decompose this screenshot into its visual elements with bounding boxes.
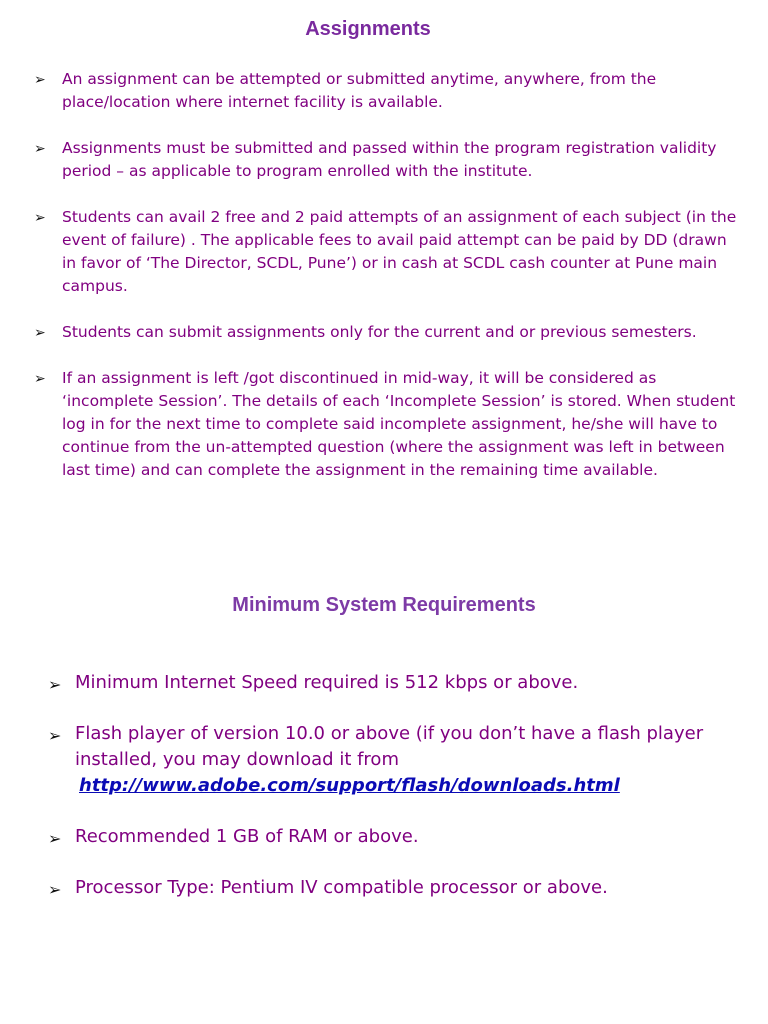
list-item-text: An assignment can be attempted or submitted anytime, anywhere, from the place/location where internet facility is available. bbox=[62, 70, 657, 111]
requirement-flash bbox=[48, 721, 763, 799]
arrow-bullet-icon: ➢ bbox=[34, 325, 46, 341]
requirement-ram-text: Recommended 1 GB of RAM or above. bbox=[75, 826, 419, 847]
arrow-bullet-icon: ➢ bbox=[34, 72, 46, 88]
list-item-text: Assignments must be submitted and passed within the program registration validity period – as applicable to program enrolled with the institute. bbox=[62, 139, 717, 180]
requirement-processor bbox=[48, 875, 763, 901]
list-item-text: Students can submit assignments only for the current and or previous semesters. bbox=[62, 323, 697, 341]
list-item bbox=[34, 137, 744, 183]
arrow-bullet-icon: ➢ bbox=[48, 726, 62, 745]
flash-download-link[interactable]: http://www.adobe.com/support/flash/downloads.html bbox=[79, 775, 620, 796]
arrow-bullet-icon: ➢ bbox=[48, 675, 62, 694]
arrow-bullet-icon: ➢ bbox=[34, 141, 46, 157]
requirement-flash-text: Flash player of version 10.0 or above (if you don’t have a flash player installed, you may download it from bbox=[75, 723, 704, 770]
requirement-speed bbox=[48, 670, 763, 696]
arrow-bullet-icon: ➢ bbox=[34, 371, 46, 387]
list-item-text: Students can avail 2 free and 2 paid attempts of an assignment of each subject (in the event of failure) . The applicable fees to avail paid attempt can be paid by DD (drawn in favor of ‘The Director, SCDL, Pune’) or in cash at SCDL cash counter at Pune main campus. bbox=[62, 208, 737, 295]
list-item bbox=[34, 367, 744, 482]
requirement-processor-text: Processor Type: Pentium IV compatible processor or above. bbox=[75, 877, 608, 898]
list-item-text: If an assignment is left /got discontinued in mid-way, it will be considered as ‘incomplete Session’. The details of each ‘Incomplete Session’ is stored. When student log in for the next time to complete said incomplete assignment, he/she will have to continue from the un-attempted question (where the assignment was left in between last time) and can complete the assignment in the remaining time available. bbox=[62, 369, 736, 479]
requirements-list bbox=[48, 670, 763, 926]
arrow-bullet-icon: ➢ bbox=[34, 210, 46, 226]
arrow-bullet-icon: ➢ bbox=[48, 880, 62, 899]
assignments-list bbox=[34, 68, 744, 505]
arrow-bullet-icon: ➢ bbox=[48, 829, 62, 848]
list-item bbox=[34, 321, 744, 344]
list-item bbox=[34, 68, 744, 114]
assignments-heading: Assignments bbox=[305, 18, 431, 40]
requirements-heading: Minimum System Requirements bbox=[232, 594, 536, 616]
requirement-speed-text: Minimum Internet Speed required is 512 kbps or above. bbox=[75, 672, 579, 693]
requirement-ram bbox=[48, 824, 763, 850]
list-item bbox=[34, 206, 744, 298]
